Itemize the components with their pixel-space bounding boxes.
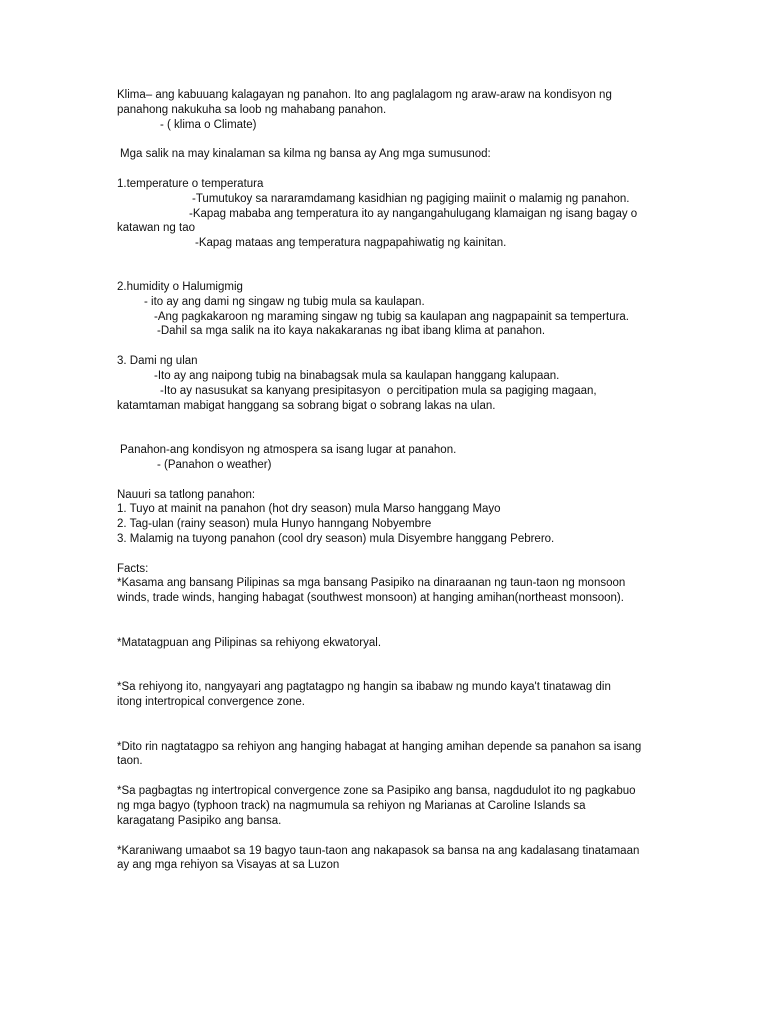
text-line: *Matatagpuan ang Pilipinas sa rehiyong ekwatoryal. (117, 637, 382, 649)
text-line: Mga salik na may kinalaman sa kilma ng bansa ay Ang mga sumusunod: (120, 148, 491, 160)
text-line: ng mga bagyo (typhoon track) na nagmumula sa rehiyon ng Marianas at Caroline Islands sa (117, 800, 586, 812)
text-line: *Karaniwang umaabot sa 19 bagyo taun-taon ang nakapasok sa bansa na ang kadalasang tinatamaan (117, 845, 640, 857)
section-heading: 2.humidity o Halumigmig (117, 281, 243, 293)
section-heading: 3. Dami ng ulan (117, 355, 198, 367)
text-line: -Tumutukoy sa nararamdamang kasidhian ng pagiging maiinit o malamig ng panahon. (192, 193, 630, 205)
text-line: -Dahil sa mga salik na ito kaya nakakaranas ng ibat ibang klima at panahon. (157, 325, 546, 337)
text-line: *Dito rin nagtatagpo sa rehiyon ang hanging habagat at hanging amihan depende sa panahon sa isang (117, 741, 642, 753)
text-line: -Ang pagkakaroon ng maraming singaw ng tubig sa kaulapan ang nagpapainit sa tempertura. (154, 311, 630, 323)
section-heading: 1.temperature o temperatura (117, 178, 264, 190)
text-line: katamtaman mabigat hanggang sa sobrang bigat o sobrang lakas na ulan. (117, 400, 496, 412)
list-item: 3. Malamig na tuyong panahon (cool dry season) mula Disyembre hanggang Pebrero. (117, 533, 555, 545)
text-line: ay ang mga rehiyon sa Visayas at sa Luzon (117, 859, 340, 871)
text-line: -Kapag mababa ang temperatura ito ay nangangahulugang klamaigan ng isang bagay o (189, 208, 638, 220)
section-heading: Nauuri sa tatlong panahon: (117, 489, 256, 501)
text-line: katawan ng tao (117, 222, 196, 234)
section-heading: Facts: (117, 563, 149, 575)
text-line: - ( klima o Climate) (160, 119, 257, 131)
text-line: *Sa rehiyong ito, nangyayari ang pagtatagpo ng hangin sa ibabaw ng mundo kaya't tinatawag din (117, 681, 611, 693)
text-line: itong intertropical convergence zone. (117, 696, 305, 708)
text-line: - (Panahon o weather) (157, 459, 272, 471)
text-line: - ito ay ang dami ng singaw ng tubig mula sa kaulapan. (144, 296, 425, 308)
list-item: 2. Tag-ulan (rainy season) mula Hunyo hanngang Nobyembre (117, 518, 432, 530)
text-line: -Ito ay nasusukat sa kanyang presipitasyon o percitipation mula sa pagiging magaan, (160, 385, 597, 397)
list-item: 1. Tuyo at mainit na panahon (hot dry season) mula Marso hanggang Mayo (117, 503, 501, 515)
text-line: -Ito ay ang naipong tubig na binabagsak mula sa kaulapan hanggang kalupaan. (154, 370, 560, 382)
text-line: karagatang Pasipiko ang bansa. (117, 815, 282, 827)
text-line: Klima– ang kabuuang kalagayan ng panahon. Ito ang paglalagom ng araw-araw na kondisyon ng (117, 89, 612, 101)
text-line: winds, trade winds, hanging habagat (southwest monsoon) at hanging amihan(northeast monsoon). (117, 592, 624, 604)
text-line: Panahon-ang kondisyon ng atmospera sa isang lugar at panahon. (120, 444, 457, 456)
text-line: *Sa pagbagtas ng intertropical convergence zone sa Pasipiko ang bansa, nagdudulot ito ng pagkabuo (117, 785, 636, 797)
text-line: *Kasama ang bansang Pilipinas sa mga bansang Pasipiko na dinaraanan ng taun-taon ng monsoon (117, 577, 626, 589)
text-line: taon. (117, 755, 143, 767)
text-line: panahong nakukuha sa loob ng mahabang panahon. (117, 104, 387, 116)
text-line: -Kapag mataas ang temperatura nagpapahiwatig ng kainitan. (195, 237, 507, 249)
